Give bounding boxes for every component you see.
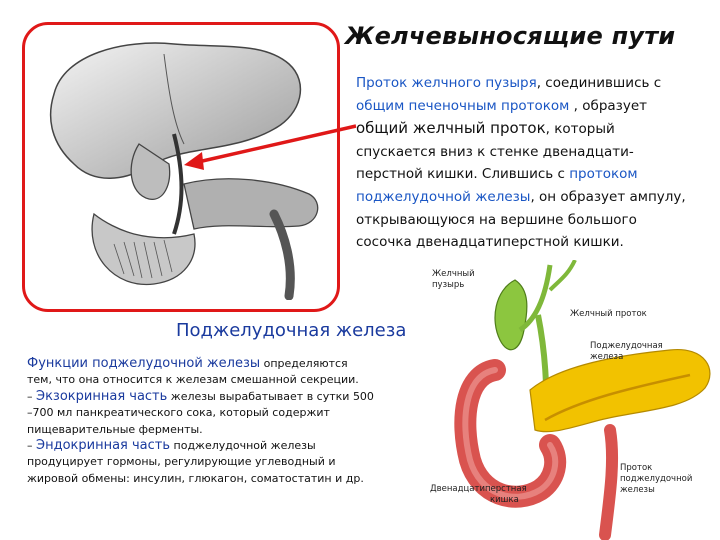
label-bile-duct: Желчный проток	[570, 309, 647, 319]
label-gallbladder-1: Желчный	[432, 269, 475, 279]
desc-term-hepatic-duct: общим печеночным протоком	[356, 97, 570, 114]
desc-text-4: , он образует ампулу, открывающуюся на вершине большого сосочка двенадцатиперстной кишки.	[356, 188, 686, 251]
label-pancreas-2: железа	[590, 352, 624, 362]
pancreas-line-6	[27, 438, 422, 454]
label-pancreas-1: Поджелудочная	[590, 341, 663, 351]
pancreas-functions-term: Функции поджелудочной железы	[27, 356, 261, 371]
label-duct-3: железы	[620, 485, 655, 495]
pancreas-line-1	[27, 356, 422, 372]
pancreas-title: Поджелудочная железа	[176, 320, 407, 341]
pancreas-line-4: –700 мл панкреатического сока, который содержит	[27, 406, 330, 420]
pointer-arrow	[180, 120, 360, 180]
label-duodenum-1: Двенадцатиперстная	[430, 484, 527, 494]
desc-term-common-bile-duct: общий желчный проток	[356, 119, 546, 138]
pancreas-line-6-tail: поджелудочной железы	[170, 439, 316, 453]
desc-text-3: , который спускается вниз к стенке двенадцати-перстной кишки. Слившись с	[356, 121, 634, 183]
pancreas-line-7: продуцирует гормоны, регулирующие углеводный и	[27, 455, 336, 469]
dash: –	[27, 389, 36, 403]
desc-text-2: , образует	[569, 97, 648, 114]
gallbladder-shape	[495, 280, 527, 350]
page-title: Желчевыносящие пути	[345, 22, 676, 50]
pancreas-line-3-tail: железы вырабатывает в сутки 500	[167, 389, 374, 403]
label-gallbladder-2: пузырь	[432, 280, 465, 290]
dash: –	[27, 439, 36, 453]
bile-ducts-description	[356, 72, 692, 254]
endocrine-term: Эндокринная часть	[36, 438, 171, 454]
pancreas-line-3	[27, 389, 422, 405]
label-duct-2: поджелудочной	[620, 474, 693, 484]
label-duodenum-2: кишка	[490, 495, 519, 505]
pancreas-line-1-tail: определяются	[260, 357, 348, 370]
pancreas-text	[27, 356, 422, 487]
pancreas-line-2: тем, что она относится к железам смешанной секреции.	[27, 373, 359, 387]
exocrine-term: Экзокринная часть	[36, 388, 168, 404]
desc-term-cystic-duct: Проток желчного пузыря	[356, 75, 537, 91]
pancreas-diagram	[420, 260, 720, 540]
desc-text-1: , соединившись с	[536, 75, 662, 91]
desc-term-pancreatic-duct: протоком поджелудочной железы	[356, 166, 638, 205]
pancreas-line-5: пищеварительные ферменты.	[27, 422, 203, 436]
label-duct-1: Проток	[620, 463, 653, 473]
pancreas-line-8: жировой обмены: инсулин, глюкагон, соматостатин и др.	[27, 471, 364, 485]
